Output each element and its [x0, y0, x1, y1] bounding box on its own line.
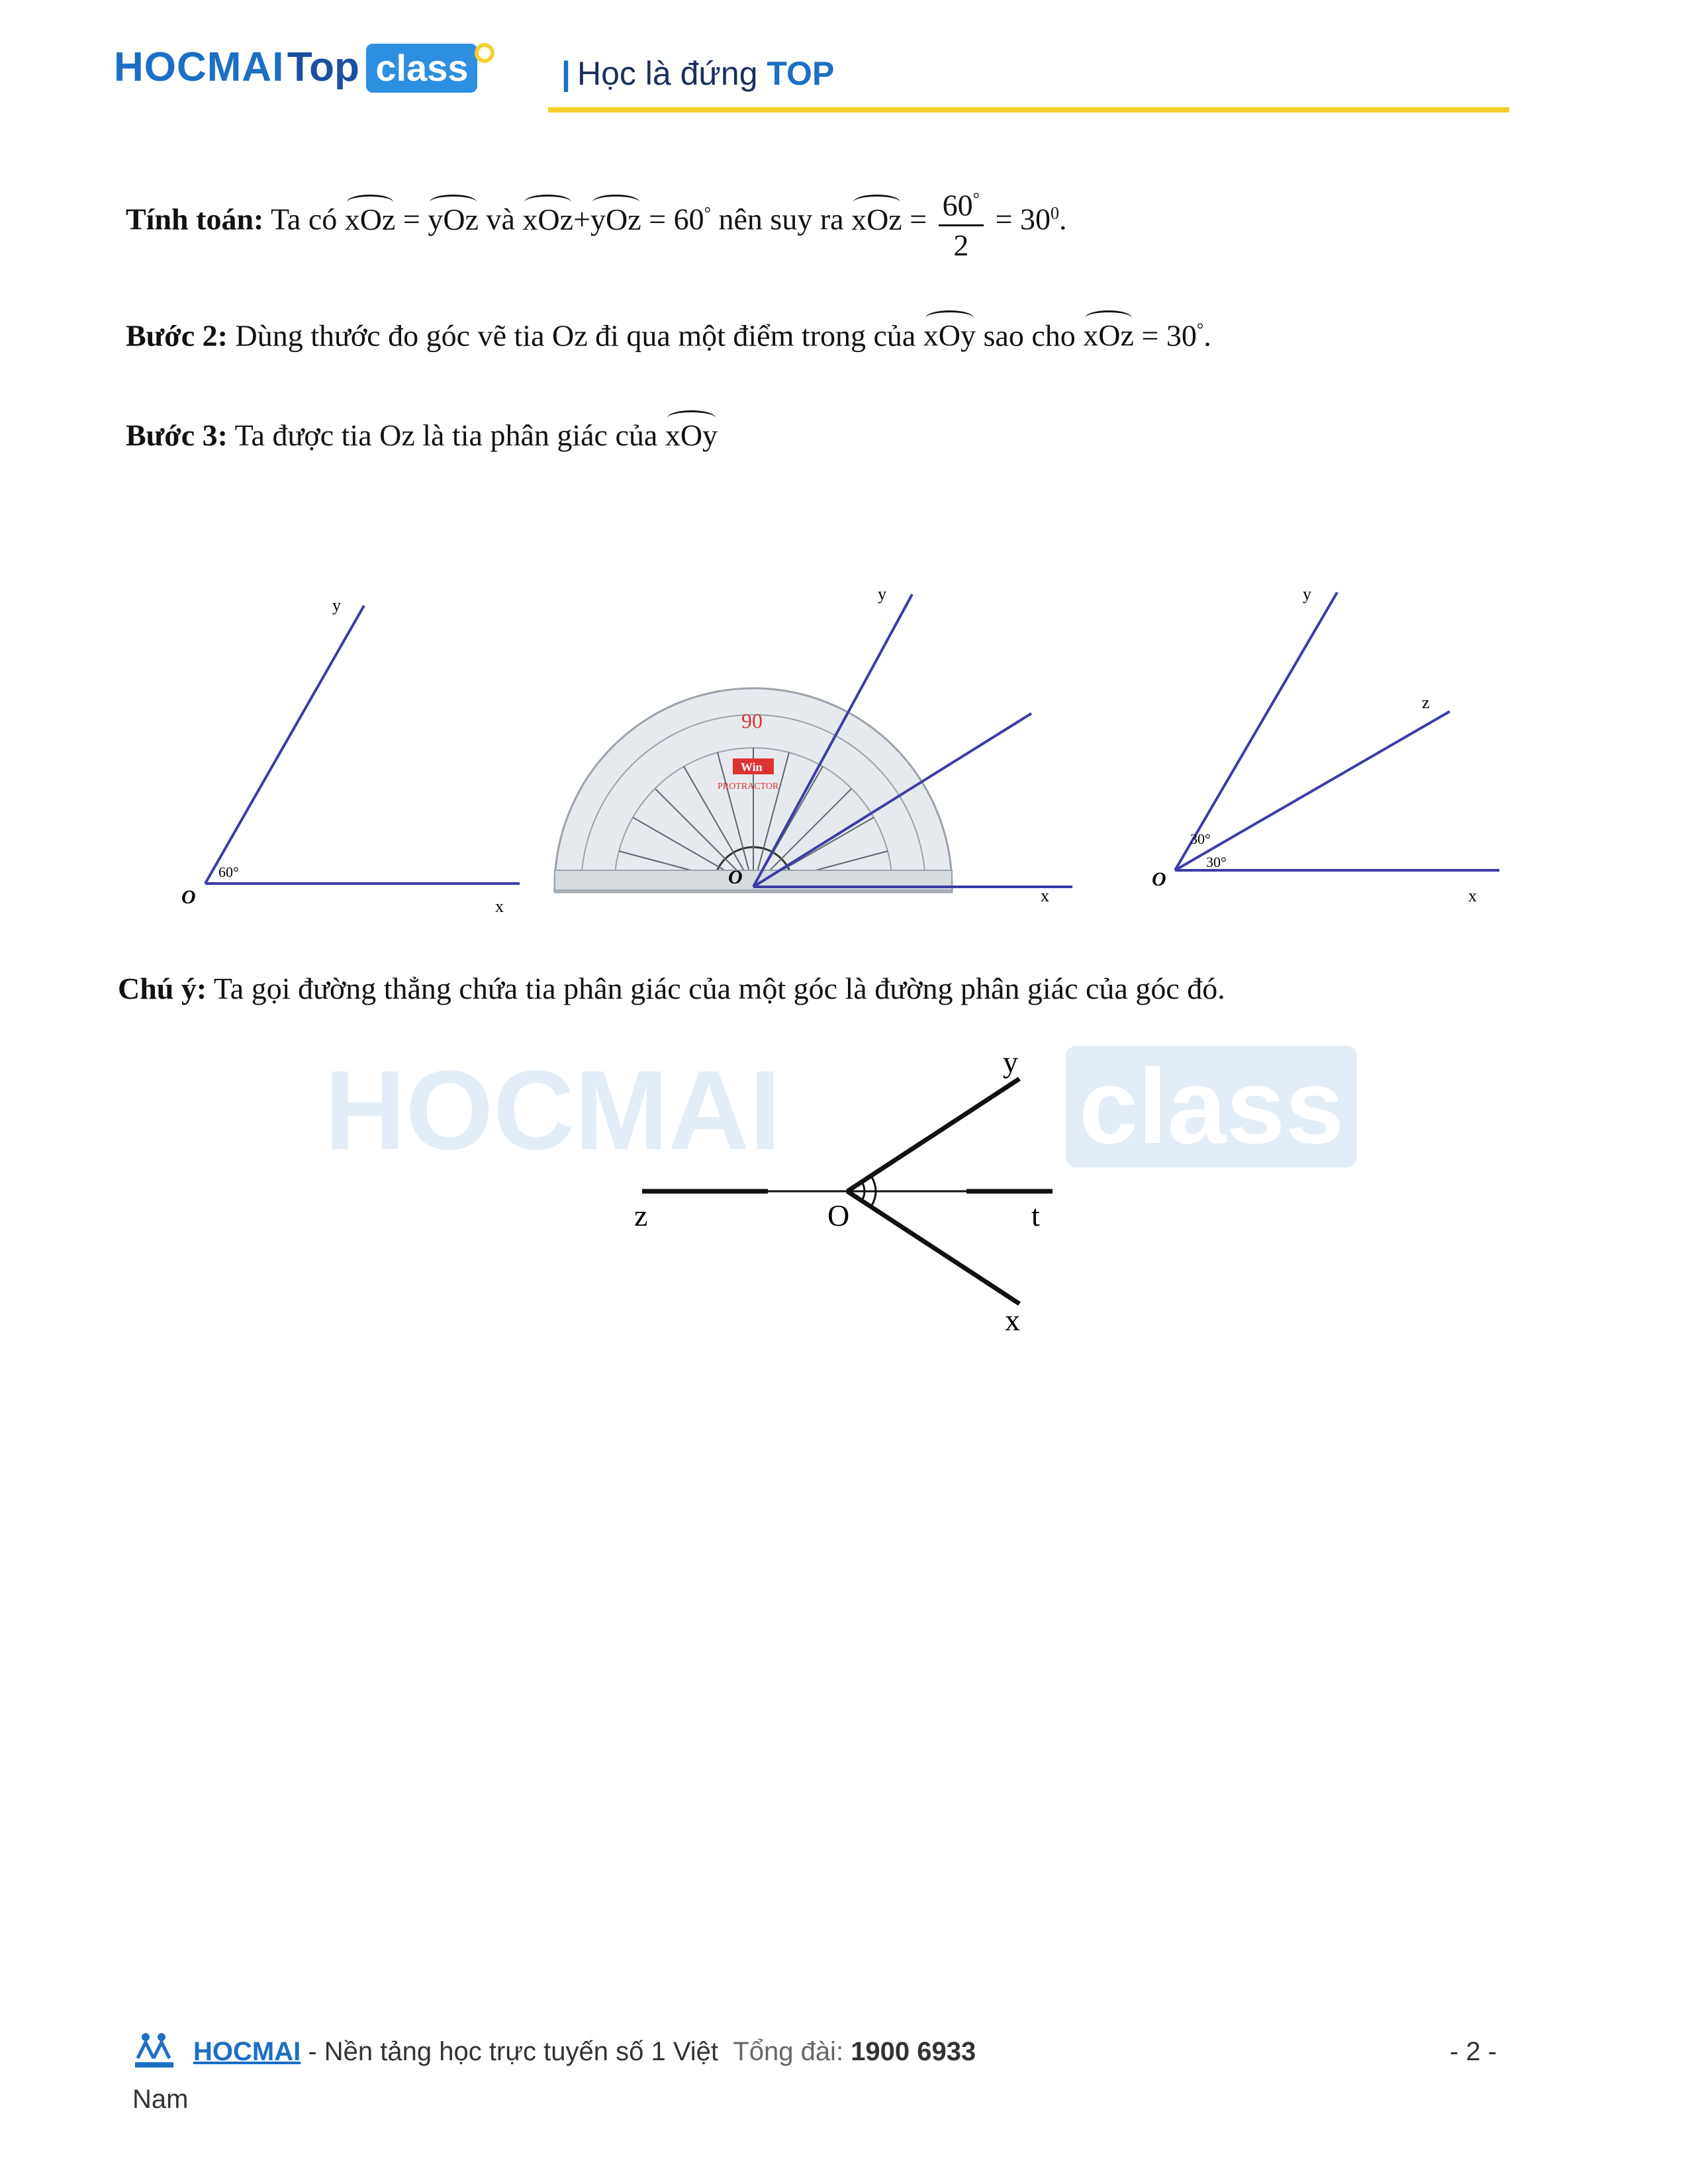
- logo-top-text: Top: [287, 44, 359, 90]
- protractor-ninety-label: 90: [741, 709, 763, 733]
- step3-angle: xOy: [665, 416, 718, 455]
- calc-numerator: 60: [942, 188, 973, 222]
- logo-sun-icon: [471, 40, 498, 66]
- label-y: y: [332, 596, 341, 615]
- step2-deg: °: [1196, 320, 1204, 339]
- label-x: x: [1041, 886, 1049, 905]
- label-o: O: [1152, 868, 1166, 890]
- header-tagline: [561, 54, 834, 93]
- protractor-product: PROTRACTOR: [718, 782, 779, 792]
- logo-class-text: class: [366, 44, 477, 93]
- calc-angle-5: xOz: [851, 200, 902, 240]
- figure-angle-60: [172, 582, 530, 927]
- logo-hocmai-text: HOCMAI: [114, 44, 285, 90]
- note-text: Ta gọi đường thẳng chứa tia phân giác của một góc là đường phân giác của góc đó.: [213, 972, 1225, 1005]
- footer-text: - Nền tảng học trực tuyến số 1 Việt: [301, 2037, 719, 2066]
- label-o: O: [728, 866, 743, 888]
- note-label: Chú ý:: [118, 972, 207, 1005]
- calc-numerator-deg: °: [972, 189, 980, 208]
- calc-then: nên suy ra: [718, 202, 844, 236]
- figure-protractor: [549, 576, 1079, 920]
- protractor-brand: Win: [741, 760, 763, 774]
- ray-oy: [847, 1079, 1019, 1191]
- note-paragraph: [118, 969, 1225, 1009]
- step3-paragraph: [126, 416, 718, 455]
- page-number: - 2 -: [1450, 2037, 1497, 2066]
- step2-text: Dùng thước đo góc vẽ tia Oz đi qua một điểm trong của: [235, 318, 916, 353]
- tagline-prefix: Học là đứng: [577, 55, 758, 92]
- brand-logo: [114, 44, 524, 116]
- calc-angle-2: yOz: [428, 200, 479, 240]
- calc-eq2: =: [910, 202, 927, 236]
- calc-label: Tính toán:: [126, 202, 264, 236]
- calc-angle-1: xOz: [345, 200, 396, 240]
- label-z: z: [1422, 693, 1430, 712]
- header-rule: [548, 107, 1509, 113]
- footer-brand-link[interactable]: HOCMAI: [193, 2037, 301, 2066]
- calc-end: .: [1059, 202, 1067, 236]
- label-angle-30-lower: 30°: [1206, 854, 1227, 870]
- label-t: t: [1031, 1199, 1040, 1232]
- watermark-right: class: [1066, 1046, 1357, 1167]
- ray-ox: [847, 1191, 1019, 1304]
- footer-line: [193, 2037, 976, 2067]
- ray-oy: [205, 606, 364, 884]
- step2-text2: sao cho: [983, 318, 1076, 353]
- step2-value: = 30: [1141, 318, 1197, 353]
- ray-oy: [1175, 592, 1337, 870]
- step2-angle: xOy: [923, 316, 976, 355]
- step2-label: Bước 2:: [126, 318, 228, 353]
- calc-result-deg: 0: [1051, 203, 1060, 223]
- footer-logo-icon: [131, 2030, 177, 2071]
- calc-eq: =: [402, 202, 420, 236]
- label-x: x: [1468, 886, 1477, 905]
- step2-paragraph: [126, 310, 1211, 355]
- calc-fraction: [939, 180, 984, 265]
- step2-angle2: xOz: [1083, 316, 1134, 355]
- label-z: z: [634, 1199, 648, 1232]
- calc-and: và: [486, 202, 515, 236]
- label-y: y: [1003, 1045, 1018, 1079]
- step2-end: .: [1203, 318, 1211, 353]
- tagline-divider: |: [561, 55, 571, 92]
- label-angle-60: 60°: [218, 864, 239, 880]
- watermark-left: HOCMAI: [324, 1048, 781, 1173]
- calc-text1: Ta có: [271, 202, 338, 236]
- calc-angle-4: yOz: [590, 200, 641, 240]
- label-y: y: [1303, 584, 1311, 604]
- label-o: O: [827, 1199, 850, 1232]
- label-angle-30-upper: 30°: [1190, 831, 1211, 847]
- calc-deg: °: [704, 203, 712, 223]
- figure-bisector-30: [1139, 576, 1509, 920]
- label-y: y: [878, 584, 886, 604]
- step3-label: Bước 3:: [126, 418, 228, 452]
- figure-bisector-line: [629, 1039, 1092, 1343]
- ray-oz: [1175, 711, 1450, 870]
- label-x: x: [495, 897, 504, 916]
- tagline-emphasis: TOP: [767, 55, 835, 92]
- calc-angle-3: xOz: [522, 200, 573, 240]
- calc-eq60: = 60: [649, 202, 704, 236]
- calc-denominator: 2: [953, 228, 969, 263]
- footer-line2: Nam: [132, 2085, 189, 2114]
- calc-result: = 30: [995, 202, 1051, 236]
- calc-plus: +: [573, 202, 591, 236]
- step3-text: Ta được tia Oz là tia phân giác của: [234, 418, 658, 452]
- footer-hotline-label: Tổng đài:: [733, 2037, 844, 2066]
- label-x: x: [1005, 1303, 1020, 1337]
- calc-paragraph: [126, 180, 1067, 265]
- label-o: O: [181, 886, 196, 908]
- footer-hotline-number: 1900 6933: [851, 2037, 976, 2066]
